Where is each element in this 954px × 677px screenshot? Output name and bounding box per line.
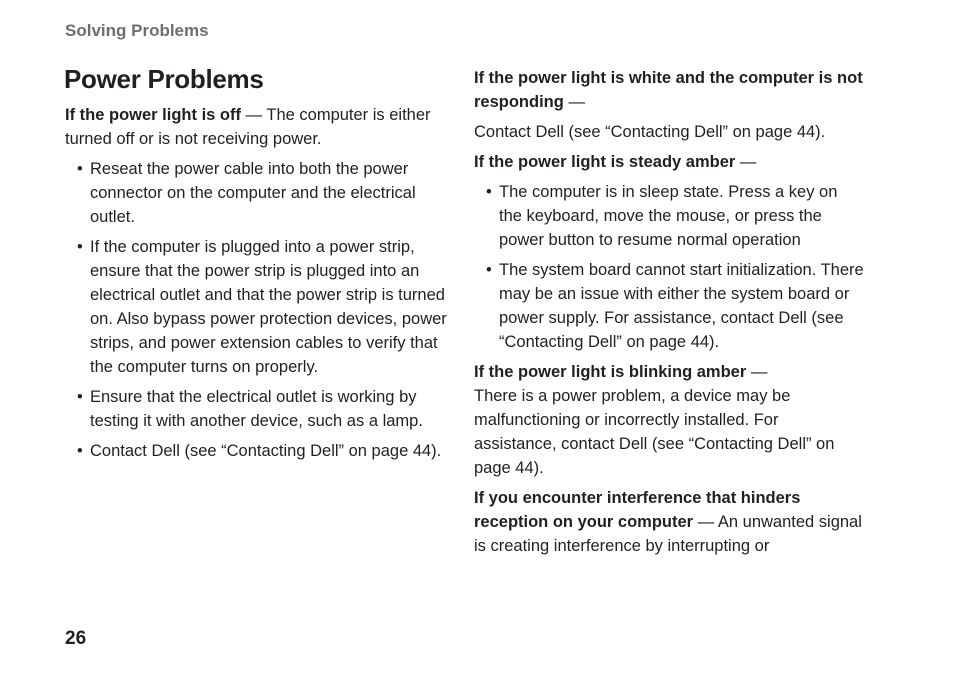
em-dash: — bbox=[697, 513, 715, 531]
blinking-amber-text: There is a power problem, a device may be malfunctioning or incorrectly installed. For assistance, contact Dell (see “Contacting Dell” on page 44). bbox=[474, 387, 835, 477]
list-item-text: Contact Dell (see “Contacting Dell” on page 44). bbox=[90, 442, 442, 460]
steady-amber-bullet-list bbox=[474, 180, 864, 354]
power-off-heading: If the power light is off bbox=[65, 106, 241, 124]
interference-paragraph bbox=[474, 486, 864, 558]
bullet-glyph: • bbox=[486, 261, 492, 279]
em-dash: — bbox=[739, 153, 757, 171]
power-off-text: The computer is either turned off or is not receiving power. bbox=[65, 106, 431, 148]
interference-text: An unwanted signal is creating interference by interrupting or bbox=[474, 513, 862, 555]
list-item bbox=[474, 258, 864, 354]
list-item bbox=[65, 157, 449, 229]
section-label: Solving Problems bbox=[65, 21, 209, 40]
white-light-heading: If the power light is white and the computer is not responding bbox=[474, 69, 863, 111]
blinking-amber-heading: If the power light is blinking amber bbox=[474, 363, 747, 381]
bullet-glyph: • bbox=[77, 160, 83, 178]
right-column bbox=[474, 66, 864, 564]
power-off-bullet-list bbox=[65, 157, 449, 463]
em-dash: — bbox=[568, 93, 585, 111]
list-item-text: The system board cannot start initialization. There may be an issue with either the system board or power supply. For assistance, contact Dell (see “Contacting Dell” on page 44). bbox=[499, 261, 864, 351]
white-light-text: Contact Dell (see “Contacting Dell” on page 44). bbox=[474, 123, 826, 141]
list-item bbox=[474, 180, 864, 252]
list-item-text: If the computer is plugged into a power strip, ensure that the power strip is plugged into an electrical outlet and that the power strip is turned on. Also bypass power protection devices, power strips, and power extension cables to verify that the computer turns on properly. bbox=[90, 238, 447, 376]
bullet-glyph: • bbox=[77, 442, 83, 460]
power-off-paragraph bbox=[65, 103, 449, 151]
em-dash: — bbox=[750, 363, 768, 381]
list-item-text: The computer is in sleep state. Press a key on the keyboard, move the mouse, or press the power button to resume normal operation bbox=[499, 183, 838, 249]
list-item-text: Reseat the power cable into both the power connector on the computer and the electrical outlet. bbox=[90, 160, 416, 226]
interference-heading: If you encounter interference that hinders reception on your computer bbox=[474, 489, 801, 531]
bullet-glyph: • bbox=[486, 183, 492, 201]
list-item bbox=[65, 385, 449, 433]
steady-amber-heading: If the power light is steady amber bbox=[474, 153, 736, 171]
page-number: 26 bbox=[65, 628, 87, 649]
bullet-glyph: • bbox=[77, 388, 83, 406]
steady-amber-heading-paragraph bbox=[474, 150, 864, 174]
white-light-heading-paragraph bbox=[474, 66, 864, 114]
list-item bbox=[65, 235, 449, 379]
list-item-text: Ensure that the electrical outlet is working by testing it with another device, such as a lamp. bbox=[90, 388, 423, 430]
bullet-glyph: • bbox=[77, 238, 83, 256]
blinking-amber-paragraph bbox=[474, 360, 864, 480]
list-item bbox=[65, 439, 449, 463]
left-column bbox=[65, 103, 449, 469]
page-title: Power Problems bbox=[64, 64, 264, 94]
em-dash: — bbox=[245, 106, 263, 124]
